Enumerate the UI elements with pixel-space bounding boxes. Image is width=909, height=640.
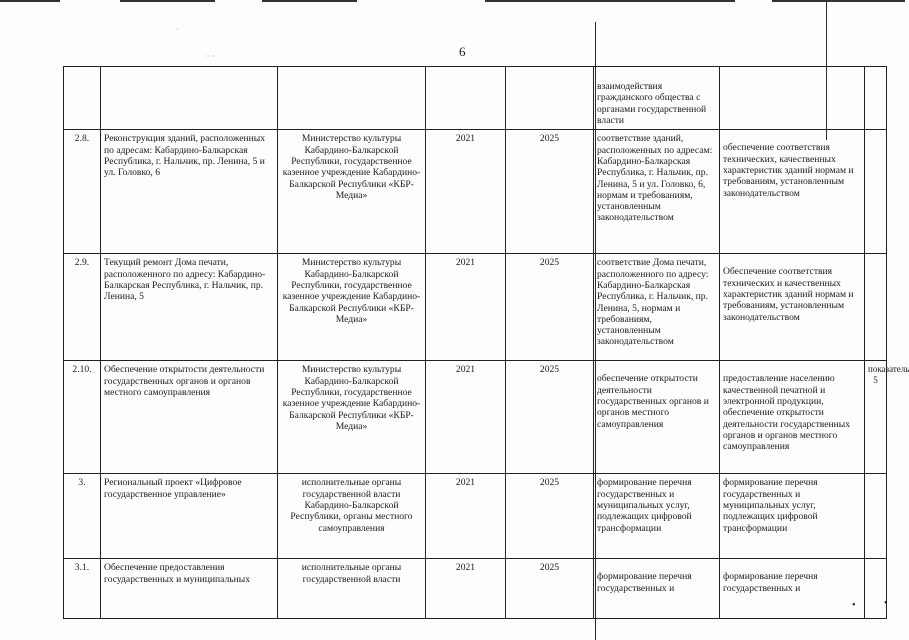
- year-end: [506, 67, 594, 130]
- scan-edge-line: [120, 0, 215, 2]
- scan-edge-line: [772, 0, 905, 2]
- measures-table: [63, 66, 909, 619]
- final-result: обеспечение соответствия технических, качественных характеристик зданий нормам и требованиям, установленным законодательством: [720, 130, 865, 254]
- final-result: формирование перечня государственных и муниципальных услуг, подлежащих цифровой трансформации: [720, 474, 865, 559]
- direct-result: формирование перечня государственных и муниципальных услуг, подлежащих цифровой трансформации: [594, 474, 720, 559]
- scan-mark: •: [852, 600, 856, 611]
- year-start: 2021: [426, 474, 506, 559]
- direct-result: формирование перечня государственных и: [594, 559, 720, 619]
- measure-name: Обеспечение предоставления государственных и муниципальных: [101, 559, 278, 619]
- scan-edge-line: [262, 0, 357, 2]
- measure-name: Реконструкция зданий, расположенных по адресам: Кабардино-Балкарская Республика, г. Нальчик, пр. Ленина, 5 и ул. Головко, 6: [101, 130, 278, 254]
- direct-result: взаимодействия гражданского общества с органами государственной власти: [594, 67, 720, 130]
- row-number: 2.9.: [64, 254, 101, 361]
- indicator: показатель 5: [865, 361, 887, 474]
- year-start: 2021: [426, 559, 506, 619]
- table-row: [64, 254, 887, 361]
- table-row: [64, 559, 887, 619]
- executor: Министерство культуры Кабардино-Балкарской Республики, государственное казенное учреждение Кабардино-Балкарской Республики «КБР-Медиа»: [278, 130, 426, 254]
- indicator: [865, 130, 887, 254]
- year-start: 2021: [426, 254, 506, 361]
- measure-name: [101, 67, 278, 130]
- direct-result: соответствие зданий, расположенных по адресам: Кабардино-Балкарская Республика, г. Нальчик, пр. Ленина, 5 и ул. Головко, 6, нормам и требованиям, установленным законодательством: [594, 130, 720, 254]
- executor: исполнительные органы государственной власти: [278, 559, 426, 619]
- final-result: [720, 67, 865, 130]
- scan-edge-line: [485, 0, 735, 2]
- scan-edge-line: [0, 0, 60, 2]
- indicator: [865, 474, 887, 559]
- row-number: 2.10.: [64, 361, 101, 474]
- page-number: 6: [459, 44, 466, 59]
- scan-mark: •: [884, 598, 888, 609]
- year-start: 2021: [426, 130, 506, 254]
- executor: исполнительные органы государственной власти Кабардино-Балкарской Республики, органы местного самоуправления: [278, 474, 426, 559]
- row-number: 2.8.: [64, 130, 101, 254]
- table-row: [64, 361, 887, 474]
- executor: Министерство культуры Кабардино-Балкарской Республики, государственное казенное учреждение Кабардино-Балкарской Республики «КБР-Медиа»: [278, 361, 426, 474]
- indicator: [865, 559, 887, 619]
- executor: Министерство культуры Кабардино-Балкарской Республики, государственное казенное учреждение Кабардино-Балкарской Республики «КБР-Медиа»: [278, 254, 426, 361]
- year-end: 2025: [506, 254, 594, 361]
- final-result: Обеспечение соответствия технических и качественных характеристик зданий нормам и требованиям, установленным законодательством: [720, 254, 865, 361]
- table-row: [64, 474, 887, 559]
- row-number: 3.1.: [64, 559, 101, 619]
- year-end: 2025: [506, 559, 594, 619]
- direct-result: обеспечение открытости деятельности государственных органов и органов местного самоуправления: [594, 361, 720, 474]
- final-result: формирование перечня государственных и: [720, 559, 865, 619]
- year-end: 2025: [506, 361, 594, 474]
- table-row: [64, 67, 887, 130]
- year-end: 2025: [506, 474, 594, 559]
- indicator: [865, 254, 887, 361]
- direct-result: соответствие Дома печати, расположенного по адресу: Кабардино-Балкарская Республика, г. Нальчик, пр. Ленина, 5, нормам и требованиям, установленным законодательством: [594, 254, 720, 361]
- indicator: [865, 67, 887, 130]
- measure-name: Обеспечение открытости деятельности государственных органов и органов местного самоуправления: [101, 361, 278, 474]
- row-number: 3.: [64, 474, 101, 559]
- measure-name: Региональный проект «Цифровое государственное управление»: [101, 474, 278, 559]
- scan-noise: ·: [176, 25, 179, 34]
- year-end: 2025: [506, 130, 594, 254]
- scan-noise: ·· ·: [205, 52, 215, 61]
- final-result: предоставление населению качественной печатной и электронной продукции, обеспечение открытости деятельности государственных органов и органов местного самоуправления: [720, 361, 865, 474]
- executor: [278, 67, 426, 130]
- year-start: 2021: [426, 361, 506, 474]
- measure-name: Текущий ремонт Дома печати, расположенного по адресу: Кабардино-Балкарская Республика, г. Нальчик, пр. Ленина, 5: [101, 254, 278, 361]
- row-number: [64, 67, 101, 130]
- year-start: [426, 67, 506, 130]
- table-row: [64, 130, 887, 254]
